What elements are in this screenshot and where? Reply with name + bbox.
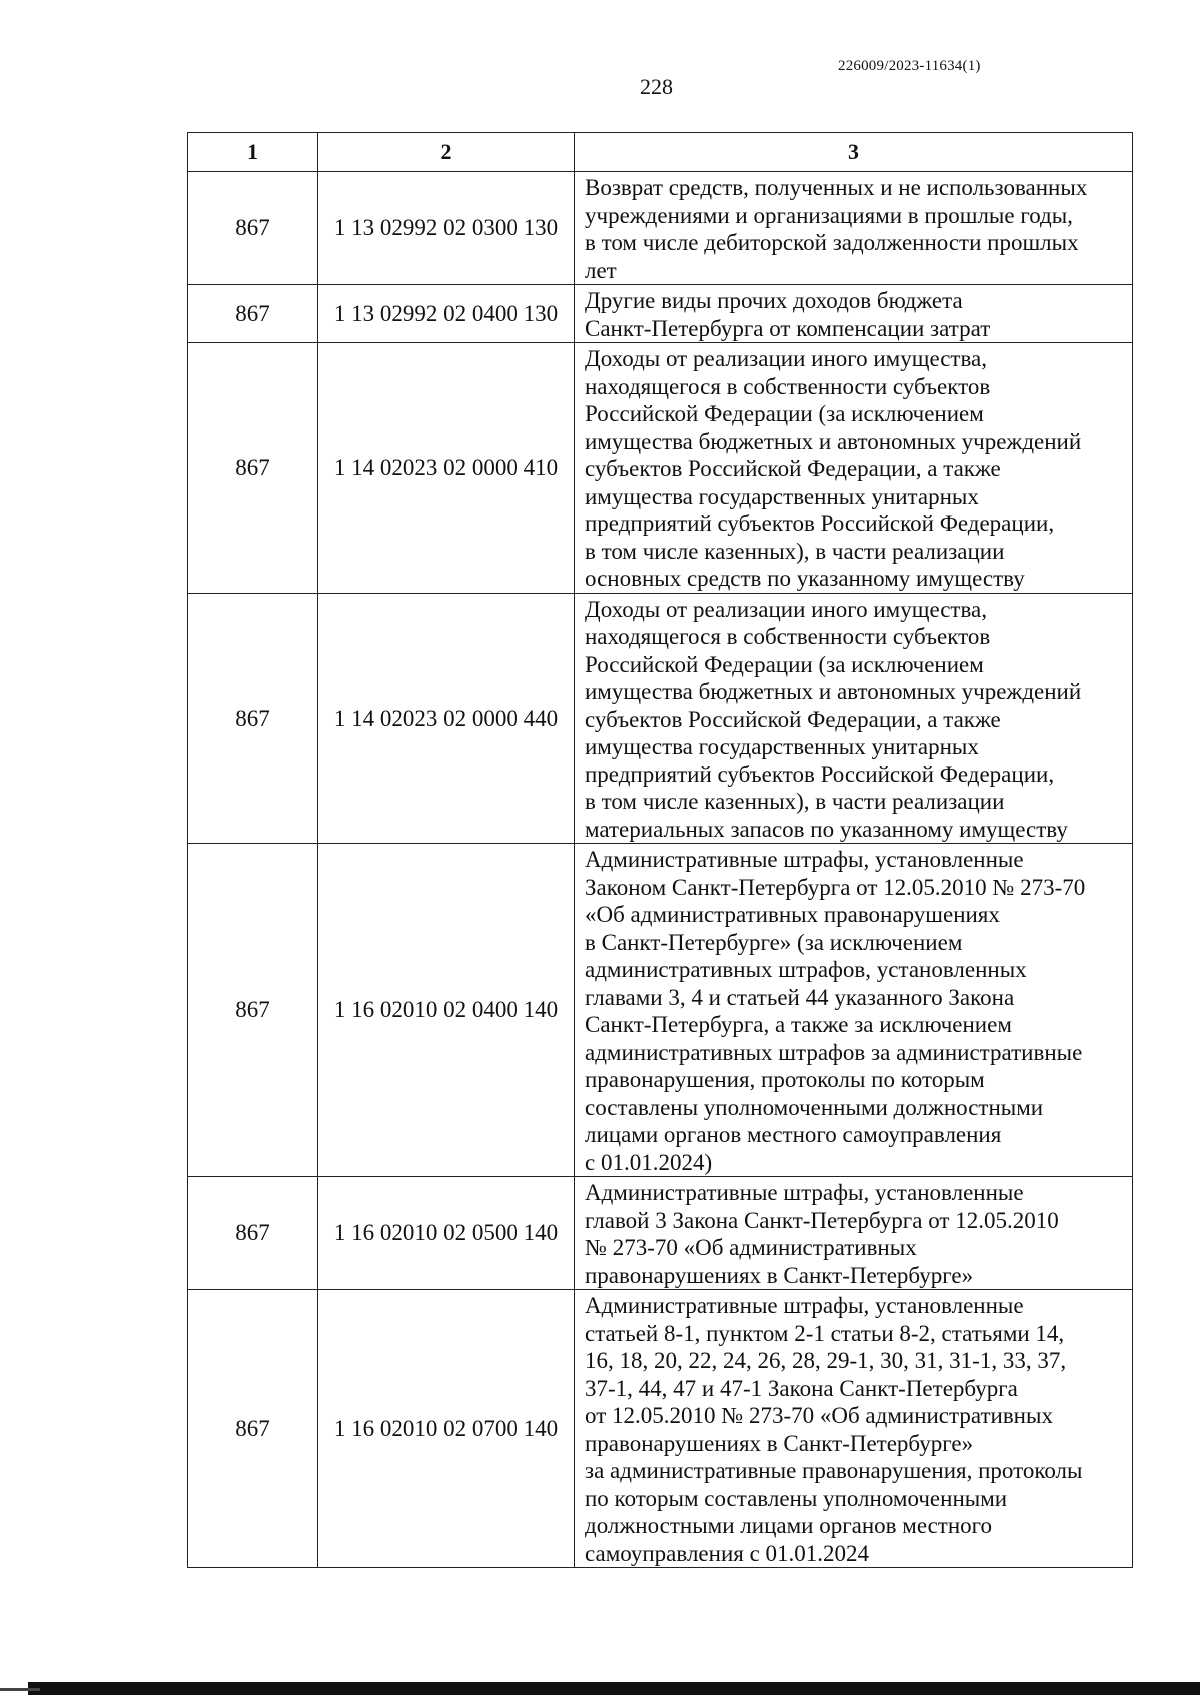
description-line: предприятий субъектов Российской Федерации,: [585, 761, 1055, 787]
description-line: в Санкт-Петербурге» (за исключением: [585, 929, 963, 955]
description-line: самоуправления с 01.01.2024: [585, 1540, 870, 1566]
revenue-classification-code-cell: 1 16 02010 02 0400 140: [318, 844, 575, 1177]
revenue-classification-code-cell: 1 14 02023 02 0000 410: [318, 343, 575, 594]
description-line: Доходы от реализации иного имущества,: [585, 596, 987, 622]
description-line: Административные штрафы, установленные: [585, 1293, 1024, 1318]
description-line: Законом Санкт-Петербурга от 12.05.2010 № 273-70: [585, 874, 1086, 900]
description-line: главами 3, 4 и статьей 44 указанного Закона: [585, 984, 1015, 1010]
table-header: [188, 133, 1133, 172]
description-line: № 273-70 «Об административных: [585, 1235, 917, 1260]
document-registration-number: 226009/2023-11634(1): [838, 58, 981, 74]
revenue-description-cell: [575, 285, 1133, 343]
description-line: правонарушениях в Санкт-Петербурге»: [585, 1430, 974, 1456]
table-body: [188, 172, 1133, 1568]
revenue-codes-table: [187, 132, 1133, 1568]
description-line: административных штрафов за административные: [585, 1039, 1083, 1065]
description-line: правонарушения, протоколы по которым: [585, 1067, 985, 1092]
revenue-classification-code-cell: 1 14 02023 02 0000 440: [318, 593, 575, 844]
table-header-row: [188, 133, 1133, 172]
scan-edge-bar: [28, 1682, 1200, 1695]
column-header-3: 3: [575, 133, 1133, 172]
description-line: Доходы от реализации иного имущества,: [585, 346, 987, 371]
description-line: имущества бюджетных и автономных учреждений: [585, 679, 1082, 704]
description-line: имущества государственных унитарных: [585, 734, 979, 759]
admin-code-cell: 867: [188, 172, 318, 285]
admin-code-cell: 867: [188, 285, 318, 343]
column-header-1: 1: [188, 133, 318, 172]
admin-code-cell: 867: [188, 1177, 318, 1290]
description-line: Административные штрафы, установленные: [585, 847, 1024, 872]
table-row: [188, 172, 1133, 285]
admin-code-cell: 867: [188, 343, 318, 594]
description-line: статьей 8-1, пунктом 2-1 статьи 8-2, статьями 14,: [585, 1320, 1065, 1346]
table-row: [188, 1177, 1133, 1290]
description-line: Санкт-Петербурга, а также за исключением: [585, 1012, 1012, 1037]
table-row: [188, 285, 1133, 343]
description-line: субъектов Российской Федерации, а также: [585, 706, 1001, 732]
description-line: Российской Федерации (за исключением: [585, 651, 984, 677]
admin-code-cell: 867: [188, 1290, 318, 1568]
revenue-description-cell: [575, 343, 1133, 594]
revenue-classification-code-cell: 1 16 02010 02 0500 140: [318, 1177, 575, 1290]
description-line: 37-1, 44, 47 и 47-1 Закона Санкт-Петербурга: [585, 1375, 1018, 1401]
description-line: основных средств по указанному имуществу: [585, 566, 1025, 591]
table-row: [188, 844, 1133, 1177]
description-line: за административные правонарушения, протоколы: [585, 1458, 1083, 1483]
description-line: «Об административных правонарушениях: [585, 902, 1000, 927]
revenue-description-cell: [575, 1290, 1133, 1568]
table-row: [188, 593, 1133, 844]
description-line: составлены уполномоченными должностными: [585, 1094, 1044, 1120]
description-line: Административные штрафы, установленные: [585, 1180, 1024, 1205]
description-line: правонарушениях в Санкт-Петербурге»: [585, 1262, 974, 1288]
scan-edge-mark: [0, 1688, 40, 1691]
description-line: административных штрафов, установленных: [585, 957, 1027, 982]
description-line: материальных запасов по указанному имуществу: [585, 816, 1068, 842]
description-line: в том числе казенных), в части реализации: [585, 789, 1005, 814]
revenue-classification-code-cell: 1 16 02010 02 0700 140: [318, 1290, 575, 1568]
revenue-description-cell: [575, 172, 1133, 285]
description-line: от 12.05.2010 № 273-70 «Об административных: [585, 1403, 1053, 1428]
description-line: в том числе казенных), в части реализации: [585, 538, 1005, 564]
column-header-2: 2: [318, 133, 575, 172]
revenue-classification-code-cell: 1 13 02992 02 0300 130: [318, 172, 575, 285]
description-line: имущества бюджетных и автономных учреждений: [585, 428, 1082, 454]
table-row: [188, 1290, 1133, 1568]
admin-code-cell: 867: [188, 844, 318, 1177]
description-line: Российской Федерации (за исключением: [585, 401, 984, 426]
description-line: находящегося в собственности субъектов: [585, 624, 991, 649]
description-line: 16, 18, 20, 22, 24, 26, 28, 29-1, 30, 31, 31-1, 33, 37,: [585, 1348, 1067, 1373]
revenue-description-cell: [575, 593, 1133, 844]
description-line: с 01.01.2024): [585, 1149, 713, 1175]
description-line: находящегося в собственности субъектов: [585, 373, 991, 399]
description-line: имущества государственных унитарных: [585, 483, 979, 509]
description-line: лет: [585, 257, 617, 283]
page-number: 228: [640, 74, 673, 99]
table-row: [188, 343, 1133, 594]
description-line: учреждениями и организациями в прошлые годы,: [585, 202, 1073, 228]
description-line: Возврат средств, полученных и не использованных: [585, 175, 1088, 200]
description-line: главой 3 Закона Санкт-Петербурга от 12.05.2010: [585, 1207, 1059, 1233]
description-line: предприятий субъектов Российской Федерации,: [585, 511, 1055, 536]
description-line: субъектов Российской Федерации, а также: [585, 456, 1001, 481]
description-line: в том числе дебиторской задолженности прошлых: [585, 230, 1079, 255]
revenue-codes-table-container: [187, 132, 1132, 1568]
description-line: лицами органов местного самоуправления: [585, 1122, 1002, 1147]
revenue-description-cell: [575, 844, 1133, 1177]
description-line: Другие виды прочих доходов бюджета: [585, 288, 963, 313]
admin-code-cell: 867: [188, 593, 318, 844]
description-line: должностными лицами органов местного: [585, 1513, 993, 1538]
description-line: Санкт-Петербурга от компенсации затрат: [585, 315, 991, 341]
revenue-classification-code-cell: 1 13 02992 02 0400 130: [318, 285, 575, 343]
description-line: по которым составлены уполномоченными: [585, 1485, 1008, 1511]
revenue-description-cell: [575, 1177, 1133, 1290]
